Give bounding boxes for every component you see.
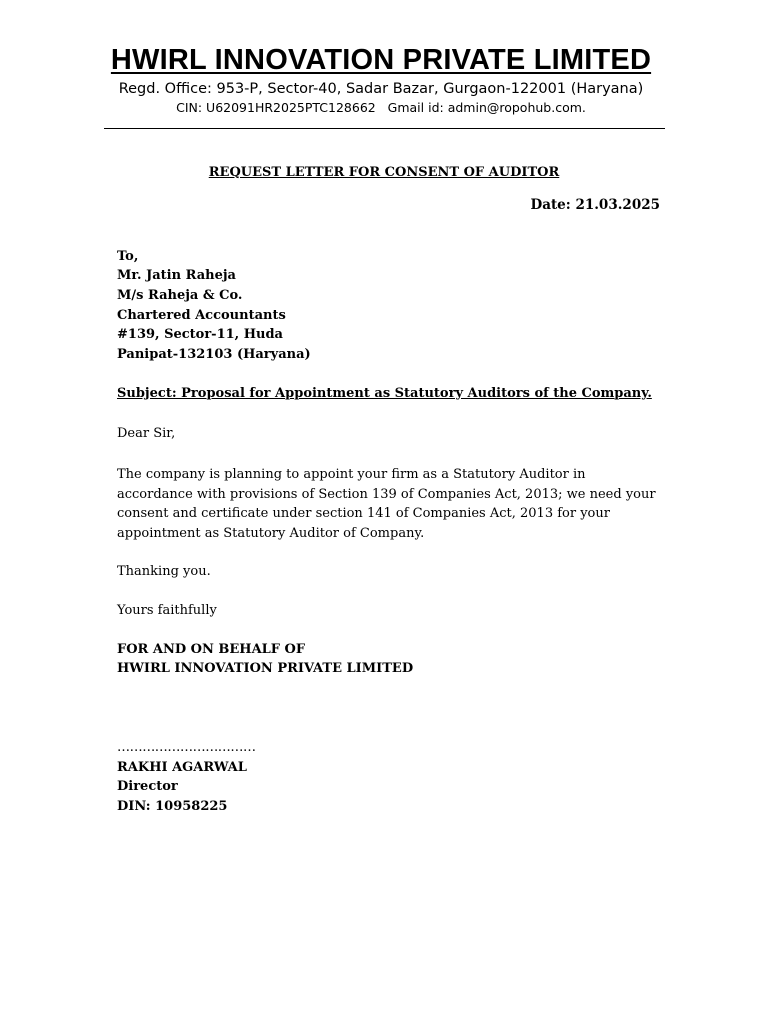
registered-office-address: Regd. Office: 953-P, Sector-40, Sadar Bazar, Gurgaon-122001 (Haryana) (118, 81, 644, 97)
letter-body: The company is planning to appoint your firm as a Statutory Auditor in accordance with provisions of Section 139 of Companies Act, 2013; we need your consent and certificate under section 141 of Companies Act, 2013 for your appointment as Statutory Auditor of Company. (117, 467, 656, 541)
recipient-name: Mr. Jatin Raheja (117, 268, 236, 283)
recipient-profession: Chartered Accountants (117, 308, 286, 323)
cin-and-email: CIN: U62091HR2025PTC128662 Gmail id: admin@ropohub.com. (176, 100, 586, 115)
thanks-line: Thanking you. (117, 564, 211, 579)
recipient-address-line1: #139, Sector-11, Huda (117, 327, 283, 342)
signatory-name: RAKHI AGARWAL (117, 760, 247, 775)
recipient-address-line2: Panipat-132103 (Haryana) (117, 347, 311, 362)
signature-line: …………………………… (117, 740, 256, 755)
letter-subject: Subject: Proposal for Appointment as Statutory Auditors of the Company. (117, 386, 652, 401)
signatory-din: DIN: 10958225 (117, 799, 228, 814)
recipient-to: To, (117, 249, 139, 264)
letter-title: REQUEST LETTER FOR CONSENT OF AUDITOR (208, 165, 560, 180)
closing-line: Yours faithfully (117, 603, 217, 618)
recipient-firm: M/s Raheja & Co. (117, 288, 243, 303)
letterhead-divider (104, 128, 665, 129)
on-behalf-line: FOR AND ON BEHALF OF (117, 642, 306, 657)
company-name: HWIRL INNOVATION PRIVATE LIMITED (110, 44, 652, 76)
on-behalf-company: HWIRL INNOVATION PRIVATE LIMITED (117, 661, 414, 676)
salutation: Dear Sir, (117, 426, 176, 441)
letter-date: Date: 21.03.2025 (530, 197, 660, 213)
signatory-designation: Director (117, 779, 178, 794)
